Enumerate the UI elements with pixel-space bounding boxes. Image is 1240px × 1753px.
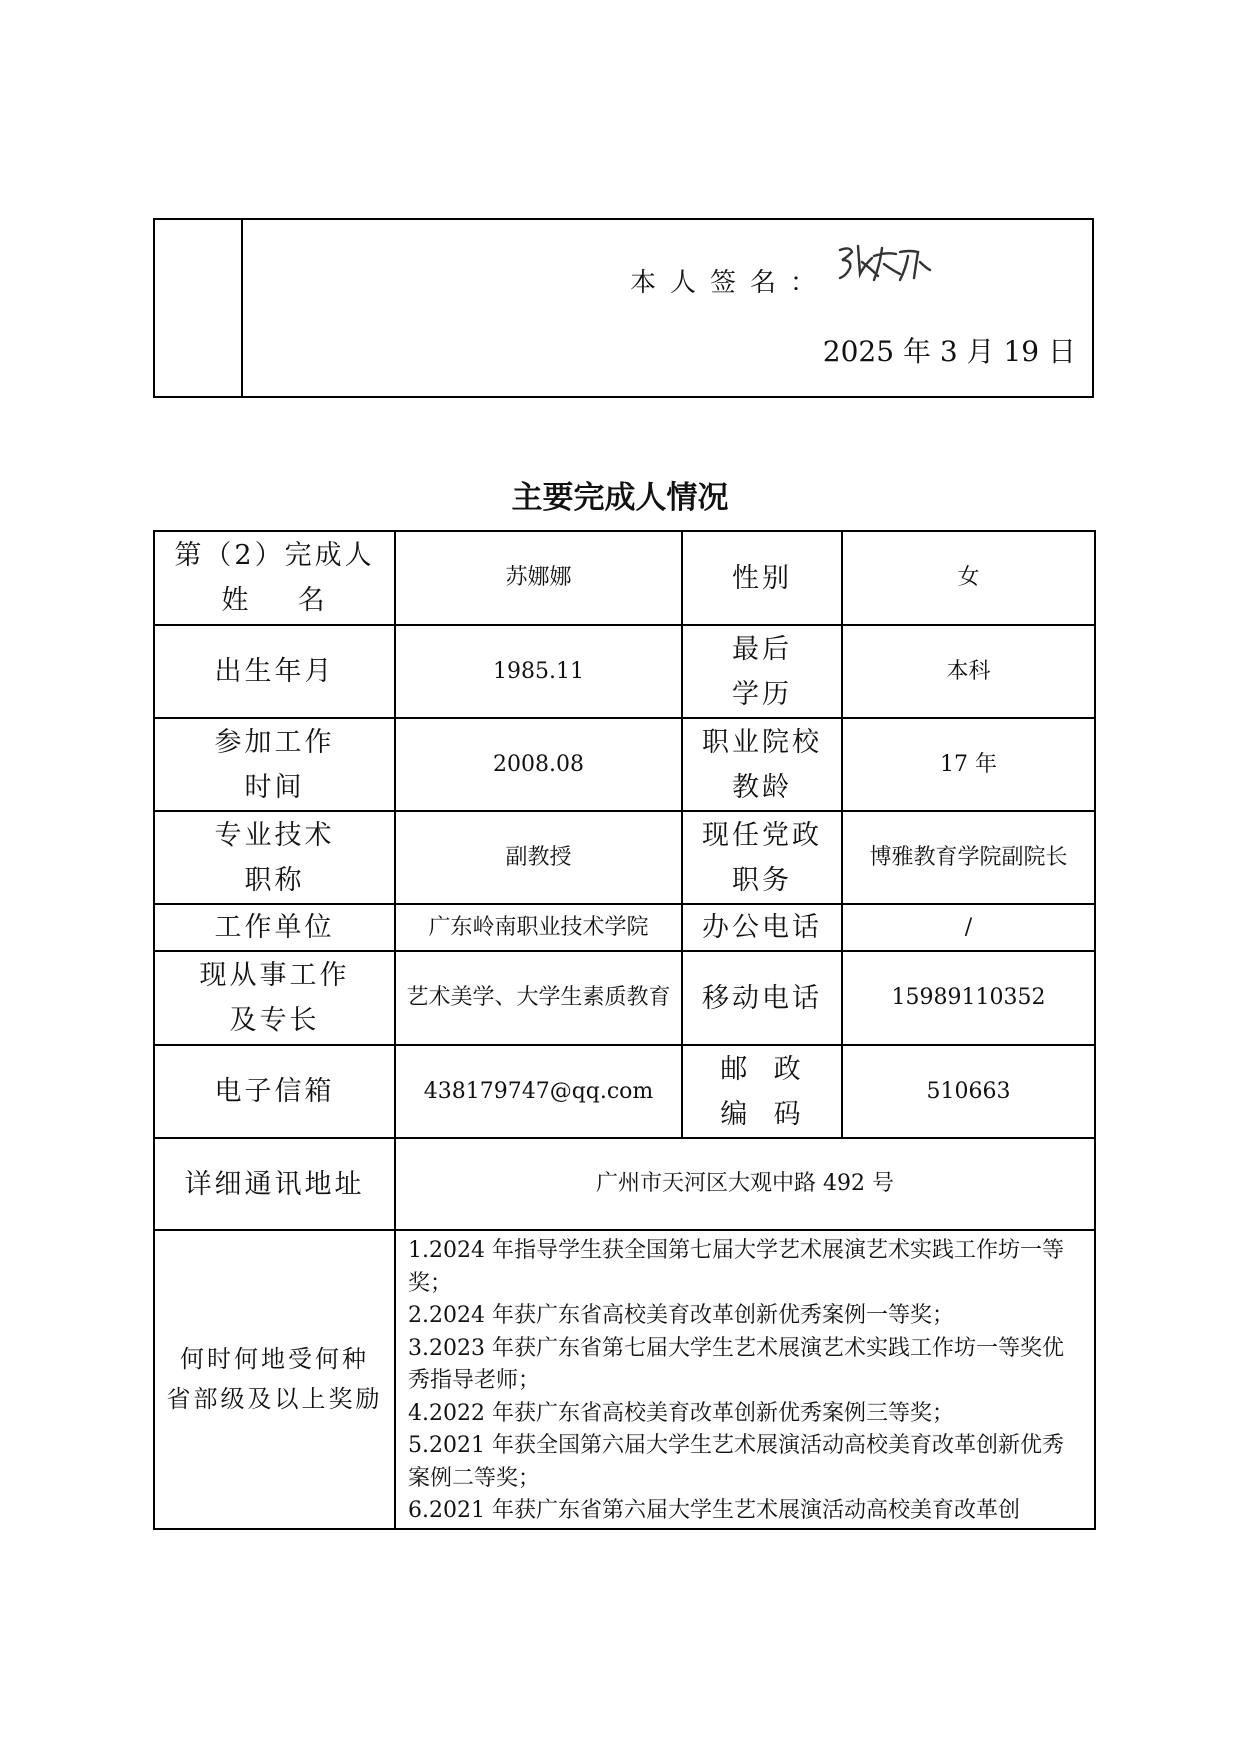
field-value: 艺术美学、大学生素质教育 <box>395 951 682 1045</box>
postcode-label: 邮 政 编 码 <box>682 1045 842 1138</box>
list-item: 3.2023 年获广东省第七届大学生艺术展演艺术实践工作坊一等奖优秀指导老师； <box>408 1335 1064 1393</box>
table-row <box>154 625 1095 718</box>
mobile-value: 15989110352 <box>842 951 1095 1045</box>
awards-list-cell <box>395 1230 1095 1529</box>
office-phone-label: 办公电话 <box>682 904 842 951</box>
address-value: 广州市天河区大观中路 492 号 <box>395 1138 1095 1230</box>
handwritten-signature <box>834 240 934 286</box>
office-phone-value: / <box>842 904 1095 951</box>
table-row <box>154 811 1095 904</box>
education-label: 最后 学历 <box>682 625 842 718</box>
section-title: 主要完成人情况 <box>511 480 729 516</box>
postcode-value: 510663 <box>842 1045 1095 1138</box>
signature-box-left-column <box>155 220 243 396</box>
education-value: 本科 <box>842 625 1095 718</box>
table-row <box>154 1138 1095 1230</box>
rank-name-label: 第（2）完成人 姓 名 <box>154 531 395 625</box>
table-row <box>154 1045 1095 1138</box>
position-value: 博雅教育学院副院长 <box>842 811 1095 904</box>
gender-value: 女 <box>842 531 1095 625</box>
address-label: 详细通讯地址 <box>154 1138 395 1230</box>
professional-title-label: 专业技术 职称 <box>154 811 395 904</box>
signature-box <box>153 218 1094 398</box>
signature-label: 本人签名： <box>630 268 831 298</box>
birth-label: 出生年月 <box>154 625 395 718</box>
email-label: 电子信箱 <box>154 1045 395 1138</box>
employer-label: 工作单位 <box>154 904 395 951</box>
list-item: 4.2022 年获广东省高校美育改革创新优秀案例三等奖； <box>408 1400 954 1426</box>
table-row <box>154 904 1095 951</box>
birth-value: 1985.11 <box>395 625 682 718</box>
list-item: 6.2021 年获广东省第六届大学生艺术展演活动高校美育改革创 <box>408 1498 1020 1523</box>
table-row <box>154 1230 1095 1529</box>
professional-title-value: 副教授 <box>395 811 682 904</box>
email-value: 438179747@qq.com <box>395 1045 682 1138</box>
table-row <box>154 951 1095 1045</box>
field-label: 现从事工作 及专长 <box>154 951 395 1045</box>
gender-label: 性别 <box>682 531 842 625</box>
work-start-value: 2008.08 <box>395 718 682 811</box>
teaching-age-label: 职业院校 教龄 <box>682 718 842 811</box>
list-item: 5.2021 年获全国第六届大学生艺术展演活动高校美育改革创新优秀案例二等奖； <box>408 1433 1064 1491</box>
work-start-label: 参加工作 时间 <box>154 718 395 811</box>
signature-date: 2025 年 3 月 19 日 <box>822 335 1076 368</box>
table-row <box>154 718 1095 811</box>
list-item: 1.2024 年指导学生获全国第七届大学艺术展演艺术实践工作坊一等奖； <box>408 1238 1064 1296</box>
name-value: 苏娜娜 <box>395 531 682 625</box>
awards-label: 何时何地受何种 省部级及以上奖励 <box>154 1230 395 1529</box>
table-row <box>154 531 1095 625</box>
position-label: 现任党政 职务 <box>682 811 842 904</box>
main-contributor-table <box>153 530 1096 1530</box>
mobile-label: 移动电话 <box>682 951 842 1045</box>
list-item: 2.2024 年获广东省高校美育改革创新优秀案例一等奖； <box>408 1303 954 1328</box>
teaching-age-value: 17 年 <box>842 718 1095 811</box>
employer-value: 广东岭南职业技术学院 <box>395 904 682 951</box>
awards-list <box>408 1235 1084 1528</box>
